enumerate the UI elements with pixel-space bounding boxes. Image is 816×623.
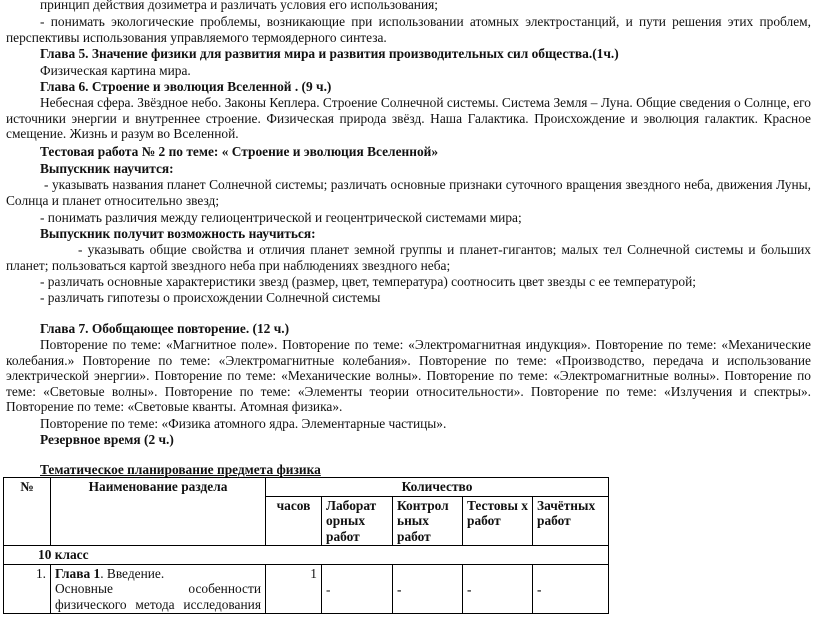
graduate-learns-heading: Выпускник научится: (40, 161, 174, 176)
row-title-rest: . Введение. (100, 565, 165, 581)
paragraph: - указывать общие свойства и отличия планет земной группы и планет-гигантов; малых тел Солнечной системы и больших планет; пользоваться картой звездного неба при наблюдениях звездного неба; (6, 242, 811, 273)
chapter-7-heading: Глава 7. Обобщающее повторение. (12 ч.) (40, 321, 290, 336)
row-lab: - (322, 564, 393, 614)
grade-label: 10 класс (4, 546, 609, 565)
paragraph: Небесная сфера. Звёздное небо. Законы Кеплера. Строение Солнечной системы. Система Земля – Луна. Общие сведения о Солнце, его источники энергии и внутреннее строение. Физическая природа звёзд. Наша Галактика. Происхождение и эволюция галактик. Красное смещение. Жизнь и разум во Вселенной. (6, 95, 811, 141)
paragraph: - понимать экологические проблемы, возникающие при использовании атомных электростанций, и пути решения этих проблем, перспективы использования управляемого термоядерного синтеза. (6, 14, 811, 45)
header-hours: часов (266, 496, 322, 546)
header-section-name: Наименование раздела (51, 478, 266, 546)
table-row (4, 546, 609, 565)
reserve-time: Резервное время (2 ч.) (40, 432, 174, 447)
row-credit: - (533, 564, 609, 614)
text-line: Повторение по теме: «Физика атомного ядра. Элементарные частицы». (40, 416, 447, 431)
table-header-row (4, 478, 609, 497)
text-line: принцип действия дозиметра и различать условия его использования; (40, 0, 439, 12)
table-row (4, 564, 609, 614)
row-title: Глава 1 (55, 565, 101, 581)
text-line: - различать основные характеристики звезд (размер, цвет, температура) соотносить цвет звезды с ее температурой; (40, 274, 696, 289)
header-number: № (4, 478, 51, 546)
row-control: - (393, 564, 463, 614)
header-quantity: Количество (266, 478, 609, 497)
chapter-5-heading: Глава 5. Значение физики для развития мира и развития производительных сил общества.(1ч.) (40, 46, 619, 61)
text-line: - различать гипотезы о происхождении Солнечной системы (40, 290, 381, 305)
row-test: - (463, 564, 533, 614)
planning-table (3, 477, 609, 614)
paragraph: - указывать названия планет Солнечной системы; различать основные признаки суточного вращения звездного неба, движения Луны, Солнца и планет относительно звезд; (6, 177, 811, 208)
graduate-opportunity-heading: Выпускник получит возможность научиться: (40, 226, 316, 241)
test-heading: Тестовая работа № 2 по теме: « Строение и эволюция Вселенной» (40, 144, 439, 159)
header-test-works: Тестовы х работ (463, 496, 533, 546)
paragraph: Физическая картина мира. (40, 63, 191, 78)
header-lab-works: Лаборат орных работ (322, 496, 393, 546)
row-hours: 1 (266, 564, 322, 614)
row-number: 1. (4, 564, 51, 614)
header-credit-works: Зачётных работ (533, 496, 609, 546)
text-line: - понимать различия между гелиоцентрической и геоцентрической системами мира; (40, 210, 522, 225)
row-section (51, 564, 266, 614)
header-control-works: Контрол ьных работ (393, 496, 463, 546)
row-description: Основные особенности физического метода исследования (55, 581, 261, 612)
paragraph: Повторение по теме: «Магнитное поле». Повторение по теме: «Электромагнитная индукция». Повторение по теме: «Механические колебания.» Повторение по теме: «Электромагнитные колебания». Повторение по теме: «Производство, передача и использование электрической энергии». Повторение по теме: «Механические волны». Повторение по теме: «Электромагнитные волны». Повторение по теме: «Световые волны». Повторение по теме: «Элементы теории относительности». Повторение по теме: «Излучения и спектры». Повторение по теме: «Световые кванты. Атомная физика». (6, 337, 811, 414)
chapter-6-heading: Глава 6. Строение и эволюция Вселенной . (9 ч.) (40, 79, 332, 94)
plan-title: Тематическое планирование предмета физика (40, 462, 321, 477)
